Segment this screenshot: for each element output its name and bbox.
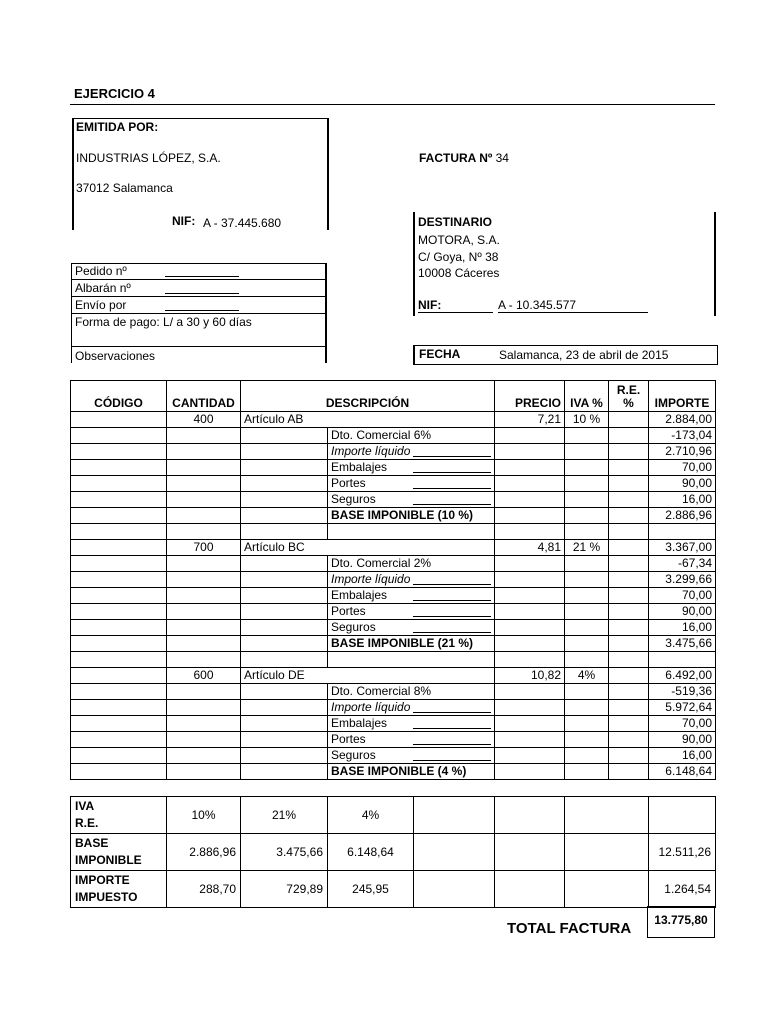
description-cell — [328, 444, 495, 460]
table-row — [71, 588, 716, 604]
table-row — [71, 412, 716, 428]
table-row — [71, 732, 716, 748]
table-row — [71, 716, 716, 732]
emisor-heading: EMITIDA POR: — [76, 120, 159, 134]
total-value: 13.775,80 — [647, 906, 715, 938]
pedido-box — [71, 263, 326, 363]
description-cell — [328, 476, 495, 492]
table-row — [71, 604, 716, 620]
dto-value: -519,36 — [649, 684, 716, 700]
title-underline — [70, 104, 715, 105]
observaciones-label: Observaciones — [75, 349, 156, 363]
precio-cell: 7,21 — [495, 412, 565, 428]
summary-impuesto-total: 1.264,54 — [649, 871, 716, 908]
base-value: 2.886,96 — [649, 508, 716, 524]
iva-cell: 21 % — [565, 540, 609, 556]
table-row — [71, 540, 716, 556]
embalajes-label: Embalajes — [331, 716, 388, 730]
importe-cell: 3.367,00 — [649, 540, 716, 556]
portes-label: Portes — [331, 476, 366, 490]
header-precio: PRECIO — [495, 381, 565, 412]
description-cell — [328, 748, 495, 764]
base-value: 3.475,66 — [649, 636, 716, 652]
table-row — [71, 444, 716, 460]
header-codigo: CÓDIGO — [71, 381, 167, 412]
description-cell — [328, 684, 495, 700]
base-label: BASE IMPONIBLE (21 %) — [331, 636, 474, 650]
embalajes-label: Embalajes — [331, 588, 388, 602]
table-row — [71, 460, 716, 476]
destinatario-name: MOTORA, S.A. — [418, 233, 500, 247]
portes-label: Portes — [331, 604, 366, 618]
table-row — [71, 492, 716, 508]
embalajes-value: 70,00 — [649, 716, 716, 732]
summary-iva-3: 4% — [328, 797, 414, 834]
dto-label: Dto. Comercial 8% — [331, 684, 432, 698]
iva-cell: 4% — [565, 668, 609, 684]
header-iva: IVA % — [565, 381, 609, 412]
importe-cell: 6.492,00 — [649, 668, 716, 684]
articulo-cell: Artículo AB — [241, 412, 495, 428]
summary-base-3: 6.148,64 — [328, 834, 414, 871]
fecha-box — [413, 345, 718, 365]
portes-value: 90,00 — [649, 604, 716, 620]
emisor-city: 37012 Salamanca — [76, 181, 173, 195]
fecha-label: FECHA — [419, 347, 461, 361]
table-row — [71, 476, 716, 492]
articulo-cell: Artículo DE — [241, 668, 495, 684]
description-cell — [328, 604, 495, 620]
table-row — [71, 748, 716, 764]
precio-cell: 4,81 — [495, 540, 565, 556]
dto-value: -173,04 — [649, 428, 716, 444]
summary-row-iva — [71, 797, 716, 834]
table-row — [71, 668, 716, 684]
summary-row-base — [71, 834, 716, 871]
summary-base-total: 12.511,26 — [649, 834, 716, 871]
summary-row-impuesto — [71, 871, 716, 908]
seguros-value: 16,00 — [649, 748, 716, 764]
base-value: 6.148,64 — [649, 764, 716, 780]
page-title: EJERCICIO 4 — [74, 86, 155, 101]
summary-base-label: BASE IMPONIBLE — [71, 834, 167, 871]
liquido-label: Importe líquido — [331, 444, 411, 458]
invoice-lines-table — [70, 380, 716, 780]
articulo-cell: Artículo BC — [241, 540, 495, 556]
description-cell — [328, 764, 495, 780]
summary-iva-1: 10% — [167, 797, 241, 834]
table-row — [71, 556, 716, 572]
dto-label: Dto. Comercial 2% — [331, 556, 432, 570]
emisor-nif-value: A - 37.445.680 — [203, 216, 282, 230]
description-cell — [328, 572, 495, 588]
albaran-label: Albarán nº — [75, 281, 131, 295]
base-label: BASE IMPONIBLE (4 %) — [331, 764, 467, 778]
emisor-nif-label: NIF: — [172, 214, 196, 228]
embalajes-label: Embalajes — [331, 460, 388, 474]
header-re: R.E. % — [609, 381, 649, 412]
table-row — [71, 572, 716, 588]
total-label: TOTAL FACTURA — [507, 920, 632, 937]
emisor-name: INDUSTRIAS LÓPEZ, S.A. — [76, 151, 221, 165]
table-row — [71, 684, 716, 700]
summary-impuesto-label: IMPORTE IMPUESTO — [71, 871, 167, 908]
seguros-value: 16,00 — [649, 620, 716, 636]
seguros-label: Seguros — [331, 492, 376, 506]
summary-base-2: 3.475,66 — [241, 834, 328, 871]
description-cell — [328, 508, 495, 524]
destinatario-nif-label: NIF: — [418, 298, 493, 313]
embalajes-value: 70,00 — [649, 460, 716, 476]
description-cell — [328, 700, 495, 716]
description-cell — [328, 620, 495, 636]
destinatario-city: 10008 Cáceres — [418, 266, 500, 280]
header-importe: IMPORTE — [649, 381, 716, 412]
destinatario-address: C/ Goya, Nº 38 — [418, 250, 499, 264]
table-row — [71, 428, 716, 444]
dto-label: Dto. Comercial 6% — [331, 428, 432, 442]
cantidad-cell: 700 — [167, 540, 241, 556]
description-cell — [328, 732, 495, 748]
pedido-label: Pedido nº — [75, 264, 127, 278]
description-cell — [328, 492, 495, 508]
summary-impuesto-2: 729,89 — [241, 871, 328, 908]
table-row — [71, 764, 716, 780]
portes-value: 90,00 — [649, 732, 716, 748]
tax-summary-table — [70, 796, 716, 908]
table-row — [71, 636, 716, 652]
destinatario-nif-value: A - 10.345.577 — [498, 298, 648, 313]
table-row — [71, 508, 716, 524]
spacer-row — [71, 524, 716, 540]
liquido-value: 5.972,64 — [649, 700, 716, 716]
importe-cell: 2.884,00 — [649, 412, 716, 428]
summary-iva-2: 21% — [241, 797, 328, 834]
dto-value: -67,34 — [649, 556, 716, 572]
portes-value: 90,00 — [649, 476, 716, 492]
description-cell — [328, 636, 495, 652]
cantidad-cell: 400 — [167, 412, 241, 428]
envio-label: Envío por — [75, 298, 127, 312]
base-label: BASE IMPONIBLE (10 %) — [331, 508, 474, 522]
header-descripcion: DESCRIPCIÓN — [241, 381, 495, 412]
liquido-label: Importe líquido — [331, 572, 411, 586]
seguros-label: Seguros — [331, 620, 376, 634]
fecha-value: Salamanca, 23 de abril de 2015 — [499, 348, 669, 362]
cantidad-cell: 600 — [167, 668, 241, 684]
seguros-label: Seguros — [331, 748, 376, 762]
forma-pago: Forma de pago: L/ a 30 y 60 días — [75, 315, 252, 329]
liquido-value: 2.710,96 — [649, 444, 716, 460]
table-row — [71, 620, 716, 636]
factura-number: FACTURA Nº 34 — [419, 151, 509, 165]
spacer-row — [71, 652, 716, 668]
summary-impuesto-3: 245,95 — [328, 871, 414, 908]
description-cell — [328, 716, 495, 732]
description-cell — [328, 428, 495, 444]
description-cell — [328, 460, 495, 476]
destinatario-box — [413, 212, 716, 316]
summary-iva-label: IVA R.E. — [71, 797, 167, 834]
portes-label: Portes — [331, 732, 366, 746]
description-cell — [328, 556, 495, 572]
header-cantidad: CANTIDAD — [167, 381, 241, 412]
embalajes-value: 70,00 — [649, 588, 716, 604]
precio-cell: 10,82 — [495, 668, 565, 684]
liquido-value: 3.299,66 — [649, 572, 716, 588]
liquido-label: Importe líquido — [331, 700, 411, 714]
seguros-value: 16,00 — [649, 492, 716, 508]
emisor-box — [72, 118, 327, 230]
summary-base-1: 2.886,96 — [167, 834, 241, 871]
description-cell — [328, 588, 495, 604]
summary-impuesto-1: 288,70 — [167, 871, 241, 908]
iva-cell: 10 % — [565, 412, 609, 428]
destinatario-heading: DESTINARIO — [418, 215, 493, 229]
table-row — [71, 700, 716, 716]
